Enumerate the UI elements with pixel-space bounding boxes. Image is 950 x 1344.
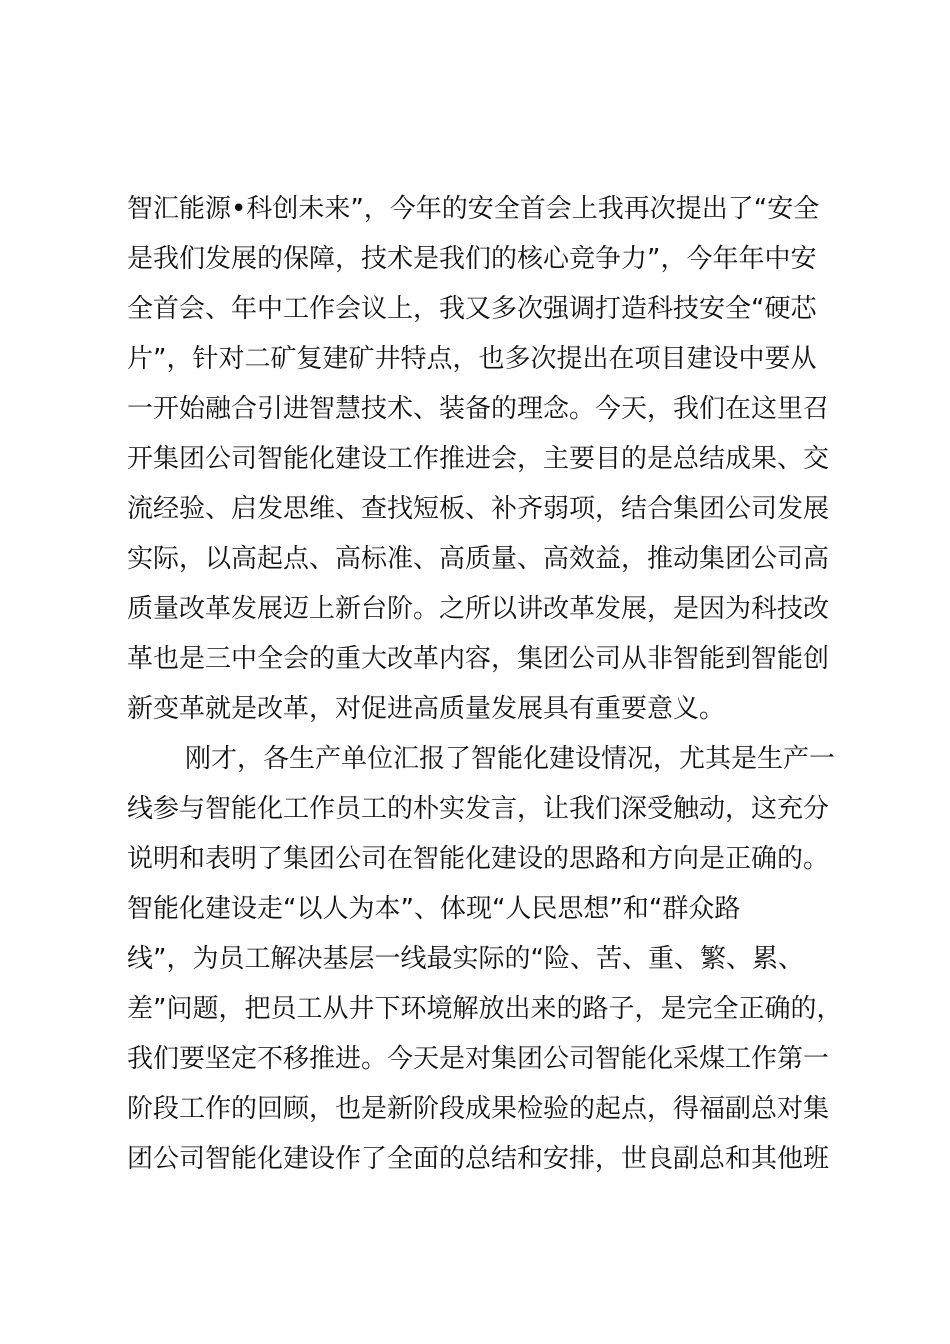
text-line: 革也是三中全会的重大改革内容，集团公司从非智能到智能创 (127, 644, 830, 674)
text-line: 是我们发展的保障，技术是我们的核心竞争力”，今年年中安 (127, 244, 817, 274)
text-line: 质量改革发展迈上新台阶。之所以讲改革发展，是因为科技改 (127, 594, 830, 624)
text-line: 说明和表明了集团公司在智能化建设的思路和方向是正确的。 (127, 844, 830, 874)
text-line: 智能化建设走“以人为本”、体现“人民思想”和“群众路 (127, 894, 741, 924)
body-text (127, 184, 867, 1184)
text-line: 片”，针对二矿复建矿井特点，也多次提出在项目建设中要从 (127, 344, 817, 374)
text-line: 全首会、年中工作会议上，我又多次强调打造科技安全“硬芯 (127, 294, 817, 324)
text-line: 开集团公司智能化建设工作推进会，主要目的是总结成果、交 (127, 444, 830, 474)
text-line: 差”问题，把员工从井下环境解放出来的路子，是完全正确的， (127, 994, 843, 1024)
text-line: 阶段工作的回顾，也是新阶段成果检验的起点，得福副总对集 (127, 1094, 830, 1124)
text-line: 我们要坚定不移推进。今天是对集团公司智能化采煤工作第一 (127, 1044, 830, 1074)
text-line: 新变革就是改革，对促进高质量发展具有重要意义。 (127, 694, 726, 724)
text-line: 流经验、启发思维、查找短板、补齐弱项，结合集团公司发展 (127, 494, 830, 524)
text-line: 线”，为员工解决基层一线最实际的“险、苦、重、繁、累、 (127, 944, 804, 974)
text-line: 线参与智能化工作员工的朴实发言，让我们深受触动，这充分 (127, 794, 830, 824)
text-line: 团公司智能化建设作了全面的总结和安排，世良副总和其他班 (127, 1144, 830, 1174)
text-line: 实际，以高起点、高标准、高质量、高效益，推动集团公司高 (127, 544, 830, 574)
paragraph-start-line: 刚才，各生产单位汇报了智能化建设情况，尤其是生产一 (185, 744, 836, 774)
text-line: 一开始融合引进智慧技术、装备的理念。今天，我们在这里召 (127, 394, 830, 424)
text-line: 智汇能源•科创未来”，今年的安全首会上我再次提出了“安全 (127, 194, 820, 224)
